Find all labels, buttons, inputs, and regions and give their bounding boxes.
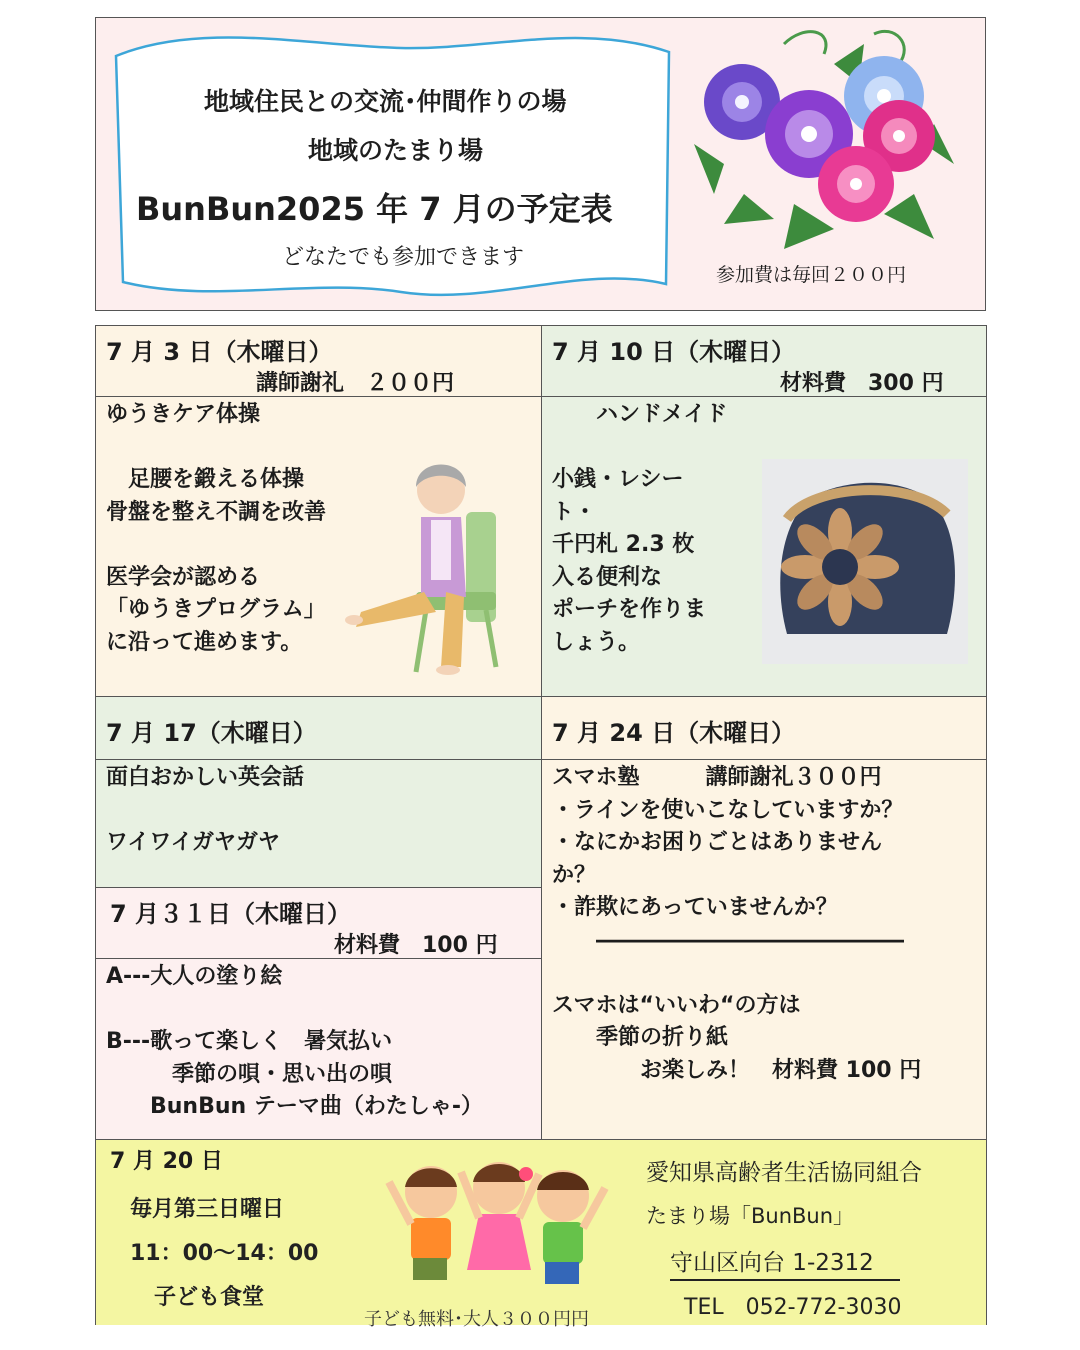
text-line: BunBun テーマ曲（わたしゃ-） [106,1094,483,1119]
page-subtitle: どなたでも参加できます [282,245,525,270]
place-name: たまり場「BunBun」 [646,1204,855,1228]
event-fee: 材料費 300 円 [780,371,944,396]
text-line: ・ラインを使いこなしていますか？ [552,797,904,823]
text-line: 小銭・レシー [552,467,684,492]
text-line: 千円札 2.3 枚 [552,532,695,557]
text-line: しょう。 [552,629,641,655]
text-line: 骨盤を整え不調を改善 [106,499,327,525]
event-jul3-header [95,325,542,397]
children-illustration [381,1152,611,1302]
event-date: 7 月 24 日（木曜日） [552,719,796,747]
event-jul20-panel [95,1139,987,1330]
address: 守山区向台 1-2312 [670,1244,900,1281]
text-line: 入る便利な [552,564,663,590]
text-line: ―――――――――――――― [552,927,905,953]
event-fee: 材料費 100 円 [334,933,498,958]
text-line: 季節の折り紙 [552,1025,729,1050]
event-description [552,399,752,689]
text-line: お楽しみ！ 材料費 100 円 [552,1057,922,1083]
text-line: か？ [552,862,597,888]
fee-note: 参加費は毎回２００円 [716,264,907,286]
org-name: 愛知県高齢者生活協同組合 [646,1160,922,1186]
phone-number: TEL 052-772-3030 [684,1295,902,1320]
event-fee: 講師謝礼 ２００円 [256,371,455,396]
price-note: 子ども無料･大人３００円円 [364,1309,589,1330]
text-line: 足腰を鍛える体操 [106,467,305,492]
text-line: ゆうきケア体操 [106,402,261,427]
event-jul24-header [541,696,987,760]
text-line: 季節の唄・思い出の唄 [106,1061,393,1087]
text-line: スマホ塾 講師謝礼３００円 [552,765,882,790]
event-jul10-body [541,396,987,697]
event-date: 7 月 10 日（木曜日） [552,338,796,366]
text-line: A---大人の塗り絵 [106,964,283,989]
event-jul17-body [95,759,542,888]
event-date: 7 月 17（木曜日） [106,719,317,747]
schedule-day: 毎月第三日曜日 [130,1197,285,1222]
event-jul10-header [541,325,987,397]
text-line: ・なにかお困りごとはありません [552,830,883,855]
text-line: に沿って進めます。 [106,629,303,655]
text-line: B---歌って楽しく 暑気払い [106,1029,393,1054]
text-line: 医学会が認める [106,564,261,590]
event-jul31-header [95,887,542,959]
header-panel [95,17,986,311]
event-jul3-body [95,396,542,697]
tagline-1: 地域住民との交流･仲間作りの場 [204,87,567,116]
text-line: ワイワイガヤガヤ [106,830,281,855]
schedule-grid [95,325,987,1330]
event-description [106,762,526,872]
event-date: 7 月 20 日 [110,1149,223,1174]
text-line: ・詐欺にあっていませんか？ [552,895,838,920]
page-title: BunBun2025 年 7 月の予定表 [136,190,613,228]
morning-glory-illustration [684,24,959,254]
text-line: ポーチを作りま [552,597,707,622]
text-line: 「ゆうきプログラム」 [106,597,326,622]
text-line: 面白おかしい英会話 [106,765,305,790]
elderly-woman-illustration [336,452,536,677]
event-date: 7 月３１日（木曜日） [110,900,352,928]
event-date: 7 月 3 日（木曜日） [106,338,333,366]
text-line: ト・ [552,499,597,525]
schedule-time: 11：00～14：00 [130,1241,319,1266]
event-description [552,762,972,1102]
tagline-2: 地域のたまり場 [308,136,484,165]
event-jul17-header [95,696,542,760]
text-line: ハンドメイド [552,402,728,427]
event-jul31-body [95,958,542,1140]
handmade-pouch-photo [762,459,968,664]
event-name: 子ども食堂 [154,1285,265,1310]
event-description [106,961,526,1131]
event-jul24-body [541,759,987,1140]
text-line: スマホは“いいわ“の方は [552,992,801,1018]
